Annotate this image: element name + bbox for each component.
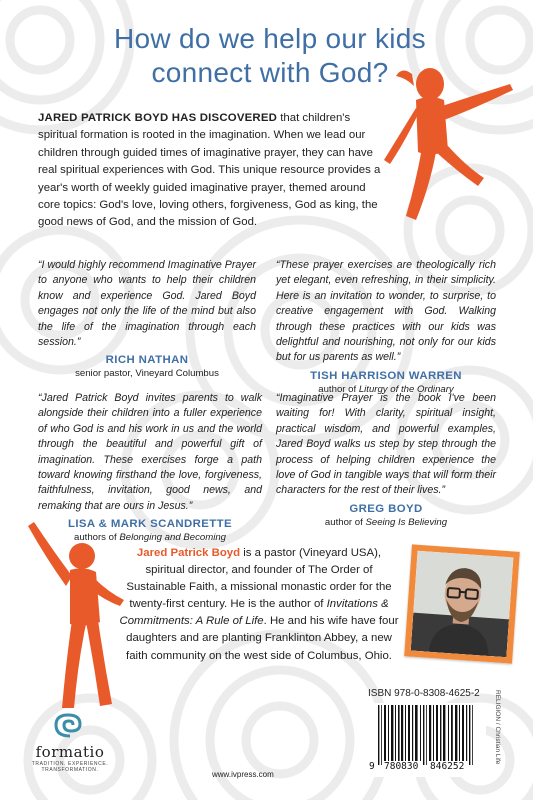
endorser-role: authors of Belonging and Becoming xyxy=(73,532,227,544)
barcode-group-1: 780830 xyxy=(384,761,419,772)
intro-body: that children's spiritual formation is rooted in the imagination. When we lead our children through guided times of imaginative prayer, they can have real spiritual experiences with God. This unique resource provides a year's worth of weekly guided imaginative prayer, themed around core topics: God's love, loving others, forgiveness, God as king, the good news of God, and the mission of God. xyxy=(38,112,381,229)
spiral-logo-icon xyxy=(52,712,88,738)
endorser-role: senior pastor, Vineyard Columbus xyxy=(75,368,219,380)
endorsement-quote: “I would highly recommend Imaginative Prayer to anyone who wants to help their children know and experience God. Jared Boyd engages not only the life of the mind but also the life of the imagination through each session.” xyxy=(38,259,256,349)
book-title: Belonging and Becoming xyxy=(119,532,227,544)
publisher-name: formatio xyxy=(35,743,105,761)
category-side-label: RELIGION / Christian Life xyxy=(494,690,501,765)
barcode-group-2: 846252 xyxy=(430,761,465,772)
endorser-name: RICH NATHAN xyxy=(105,354,189,367)
endorser-role: author of Liturgy of the Ordinary xyxy=(318,383,454,395)
headline xyxy=(60,22,480,90)
endorser-name: GREG BOYD xyxy=(349,502,423,515)
author-bio: Jared Patrick Boyd is a pastor (Vineyard USA), spiritual director, and founder of The Order of Sustainable Faith, a missional monastic order for the twenty-first century. He is the author of Invitations & Commitments: A Rule of Life. He and his wife have four daughters and are planting Franklinton Abbey, a new faith community on the west side of Columbus, Ohio. xyxy=(119,547,399,662)
book-title: Seeing Is Believing xyxy=(365,516,448,528)
headline-line-2: connect with God? xyxy=(151,57,389,88)
endorser-name: LISA & MARK SCANDRETTE xyxy=(67,518,233,531)
headline-line-1: How do we help our kids xyxy=(114,23,426,54)
isbn: ISBN 978-0-8308-4625-2 xyxy=(368,688,480,699)
endorsement-1 xyxy=(38,258,256,380)
endorsement-quote: “Jared Patrick Boyd invites parents to walk alongside their children into a fuller experience of who God is and his work in us and the world through the beautiful and powerful gift of imagination. These exercises forge a path toward knowing firsthand the love, forgiveness, faithfulness, invitation, good news, and remaking that are ours in Jesus.” xyxy=(38,392,262,512)
intro-lead: JARED PATRICK BOYD HAS DISCOVERED xyxy=(38,112,278,124)
endorser-name: TISH HARRISON WARREN xyxy=(310,369,462,382)
publisher-logo xyxy=(30,712,110,773)
author-portrait-image xyxy=(411,551,514,657)
book-title: Liturgy of the Ordinary xyxy=(358,383,454,395)
endorsement-4 xyxy=(276,391,496,529)
author-name: Jared Patrick Boyd xyxy=(136,547,241,559)
endorsement-quote: “These prayer exercises are theologically rich yet elegant, even refreshing, in their simplicity. Here is an invitation to wonder, to surprise, to creative engagement with God. Walking through these practices with our kids was delightful and nourishing, not only for our kids but for us parents as well.” xyxy=(276,259,496,364)
barcode-lead-digit: 9 xyxy=(369,761,375,772)
publisher-tagline-2: TRANSFORMATION. xyxy=(41,767,99,773)
publisher-tagline-1: TRADITION. EXPERIENCE. xyxy=(31,761,109,767)
endorser-role: author of Seeing Is Believing xyxy=(324,516,448,528)
publisher-website: www.ivpress.com xyxy=(212,770,274,779)
author-photo xyxy=(404,544,520,663)
book-title: Invitations & Commitments: A Rule of Life xyxy=(119,598,389,628)
endorsement-quote: “Imaginative Prayer is the book I've been waiting for! With clarity, spiritual insight, practical wisdom, and powerful examples, Jared Boyd walks us step by step through the process of helping children experience the love of God in tangible ways that will form their characters for the rest of their lives.” xyxy=(276,392,496,497)
endorsement-2 xyxy=(276,258,496,396)
barcode xyxy=(368,703,486,777)
intro-paragraph xyxy=(38,110,388,232)
